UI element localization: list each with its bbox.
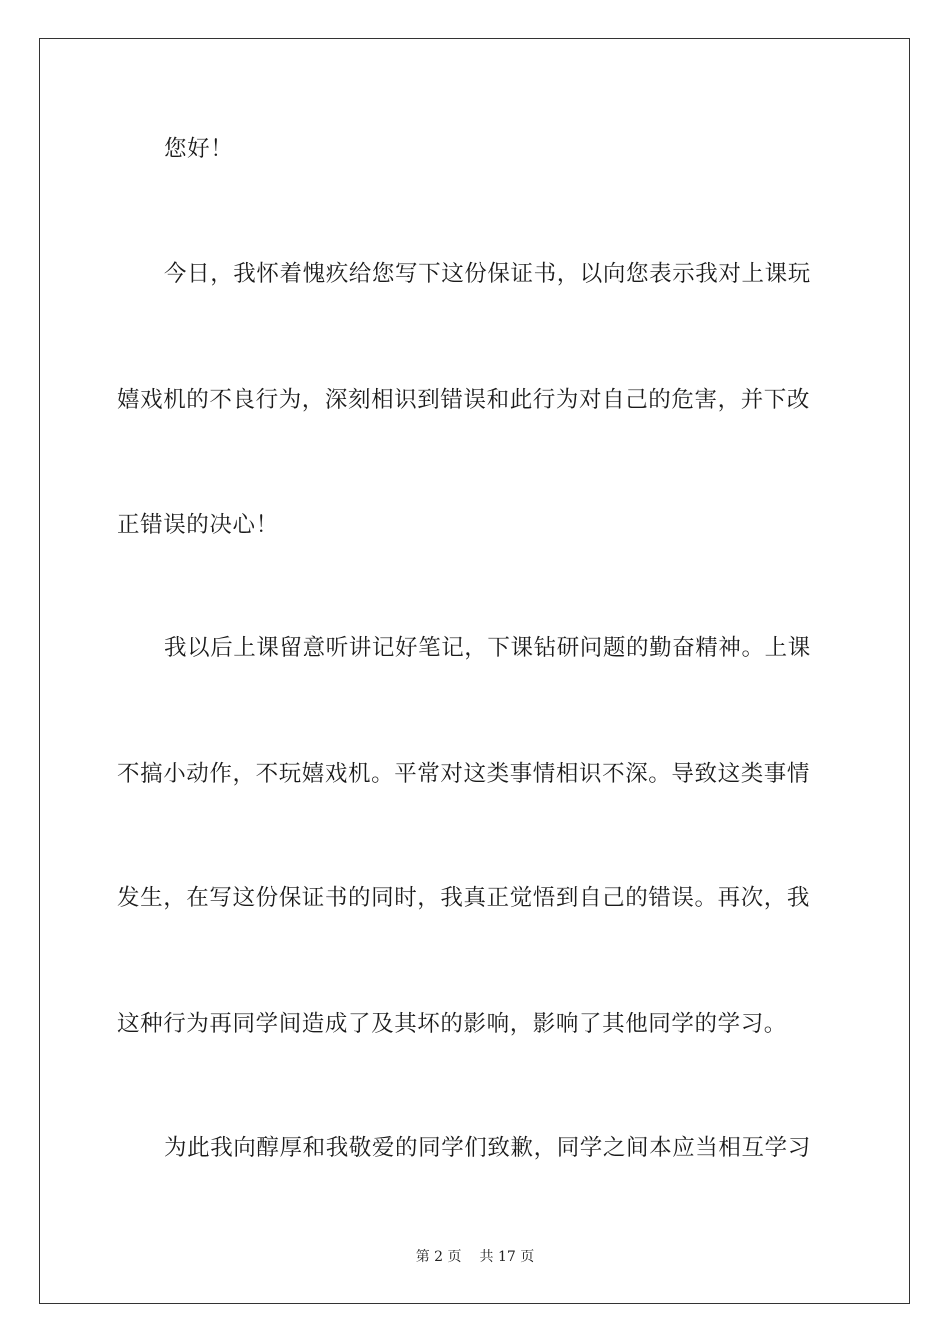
paragraph-line: 为此我向醇厚和我敬爱的同学们致歉，同学之间本应当相互学习	[164, 1135, 811, 1161]
paragraph-line: 今日，我怀着愧疚给您写下这份保证书，以向您表示我对上课玩	[164, 261, 811, 287]
page-total: 共 17 页	[479, 1249, 535, 1265]
paragraph-line: 发生，在写这份保证书的同时，我真正觉悟到自己的错误。再次，我	[117, 885, 811, 911]
page-number: 第 2 页	[415, 1249, 462, 1265]
paragraph-line: 嬉戏机的不良行为，深刻相识到错误和此行为对自己的危害，并下改	[117, 387, 811, 413]
page-footer	[0, 1247, 950, 1267]
paragraph-line: 不搞小动作，不玩嬉戏机。平常对这类事情相识不深。导致这类事情	[117, 761, 811, 787]
page-frame	[39, 38, 910, 1304]
greeting-line: 您好！	[164, 136, 234, 162]
paragraph-line: 这种行为再同学间造成了及其坏的影响，影响了其他同学的学习。	[117, 1011, 787, 1037]
paragraph-line: 我以后上课留意听讲记好笔记，下课钻研问题的勤奋精神。上课	[164, 635, 811, 661]
paragraph-line: 正错误的决心！	[117, 512, 279, 538]
